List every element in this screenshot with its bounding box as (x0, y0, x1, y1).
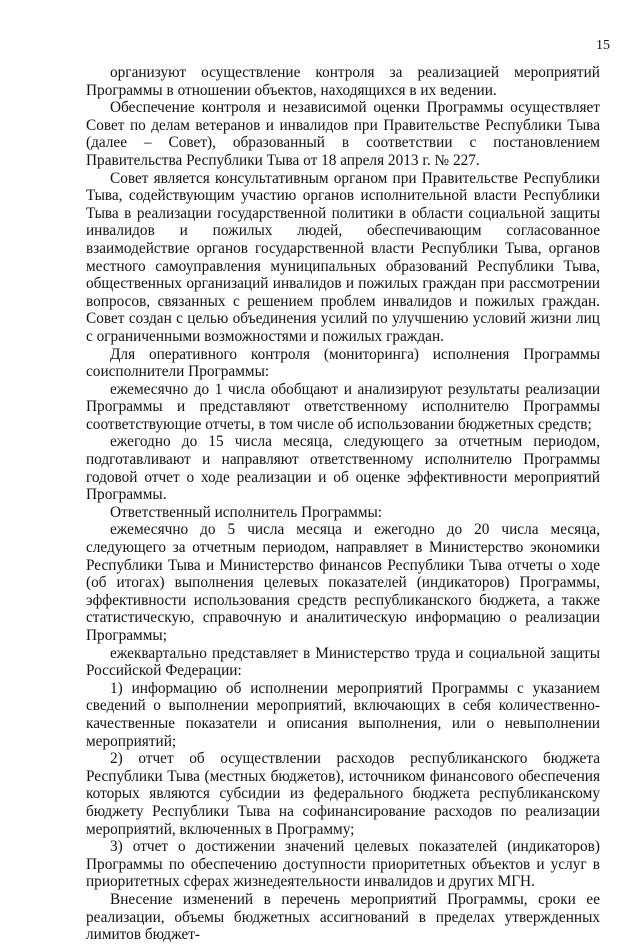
paragraph: Для оперативного контроля (мониторинга) исполнения Программы соисполнители Программы: (86, 345, 600, 381)
paragraph: Ответственный исполнитель Программы: (110, 503, 383, 521)
paragraph: Обеспечение контроля и независимой оценки Программы осуществляет Совет по делам ветеранов и инвалидов при Правительстве Республики Тыва (далее – Совет), образованный в соответствии с постановлением Правительства Республики Тыва от 18 апреля 2013 г. № 227. (86, 99, 600, 169)
paragraph: ежемесячно до 5 числа месяца и ежегодно до 20 числа месяца, следующего за отчетным периодом, направляет в Министерство экономики Республики Тыва и Министерство финансов Республики Тыва отчеты о ходе (об итогах) выполнения целевых показателей (индикаторов) Программы, эффективности использования средств республиканского бюджета, а также статистическую, справочную и аналитическую информацию о реализации Программы; (86, 521, 600, 644)
paragraph: организуют осуществление контроля за реализацией мероприятий Программы в отношении объектов, находящихся в их ведении. (86, 64, 600, 99)
paragraph: Внесение изменений в перечень мероприятий Программы, сроки ее реализации, объемы бюджетных ассигнований в пределах утвержденных лимитов бюджет- (86, 890, 600, 944)
paragraph: 2) отчет об осуществлении расходов республиканского бюджета Республики Тыва (местных бюджетов), источником финансового обеспечения которых являются субсидии из федерального бюджета республиканскому бюджету Республики Тыва на софинансирование расходов по реализации мероприятий, включенных в Программу; (86, 750, 600, 838)
paragraph: 1) информацию об исполнении мероприятий Программы с указанием сведений о выполнении мероприятий, включающих в себя количественно-качественные показатели и описания выполнения, или о невыполнении мероприятий; (86, 679, 600, 750)
paragraph: ежеквартально представляет в Министерство труда и социальной защиты Российской Федерации: (86, 644, 600, 680)
document-body (86, 64, 600, 944)
paragraph: Совет является консультативным органом при Правительстве Республики Тыва, содействующим участию органов исполнительной власти Республики Тыва в реализации государственной политики в области социальной защиты инвалидов и пожилых людей, обеспечивающим согласованное взаимодействие органов государственной власти Республики Тыва, органов местного самоуправления муниципальных образований Республики Тыва, общественных организаций инвалидов и пожилых граждан при рассмотрении вопросов, связанных с решением проблем инвалидов и пожилых граждан. Совет создан с целью объединения усилий по улучшению условий жизни лиц с ограниченными возможностями и пожилых граждан. (86, 169, 600, 345)
paragraph: ежегодно до 15 числа месяца, следующего за отчетным периодом, подготавливают и направляют ответственному исполнителю Программы годовой отчет о ходе реализации и об оценке эффективности мероприятий Программы. (86, 433, 600, 504)
paragraph: ежемесячно до 1 числа обобщают и анализируют результаты реализации Программы и представляют ответственному исполнителю Программы соответствующие отчеты, в том числе об использовании бюджетных средств; (86, 380, 600, 433)
paragraph: 3) отчет о достижении значений целевых показателей (индикаторов) Программы по обеспечению доступности приоритетных объектов и услуг в приоритетных сферах жизнедеятельности инвалидов и других МГН. (86, 838, 600, 891)
page-number: 15 (596, 38, 610, 53)
